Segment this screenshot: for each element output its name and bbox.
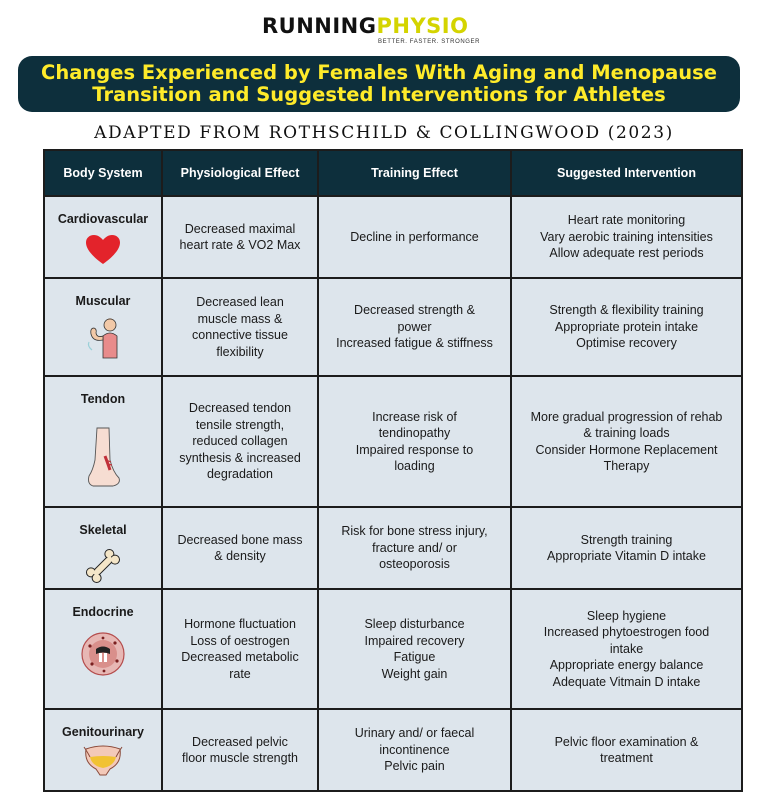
table-row [44, 376, 742, 507]
system-name: Endocrine [72, 605, 134, 619]
suggested-intervention-cell: Heart rate monitoring Vary aerobic training intensities Allow adequate rest periods [511, 196, 742, 278]
suggested-intervention-cell: More gradual progression of rehab & training loads Consider Hormone Replacement Therapy [511, 376, 742, 507]
source-subtitle: ADAPTED FROM ROTHSCHILD & COLLINGWOOD (2023) [94, 123, 674, 143]
suggested-intervention-cell: Strength & flexibility training Appropriate protein intake Optimise recovery [511, 278, 742, 376]
header-body-system: Body System [44, 150, 162, 196]
logo-word-physio: PHYSIO [376, 14, 469, 38]
title-line-2: Transition and Suggested Interventions for Athletes [92, 83, 666, 106]
training-effect-cell: Decline in performance [318, 196, 511, 278]
table-row [44, 709, 742, 791]
suggested-intervention-cell: Sleep hygiene Increased phytoestrogen food intake Appropriate energy balance Adequate Vitmain D intake [511, 589, 742, 709]
training-effect-cell: Increase risk of tendinopathy Impaired response to loading [318, 376, 511, 507]
logo-word-running: RUNNING [262, 14, 377, 38]
physiological-effect-cell: Decreased bone mass & density [162, 507, 318, 589]
ankle-tendon-icon [83, 426, 123, 488]
training-effect-cell: Risk for bone stress injury, fracture and/ or osteoporosis [318, 507, 511, 589]
table-row [44, 589, 742, 709]
system-name: Genitourinary [62, 725, 144, 739]
physiological-effect-cell: Decreased tendon tensile strength, reduced collagen synthesis & increased degradation [162, 376, 318, 507]
physiological-effect-cell: Decreased lean muscle mass & connective tissue flexibility [162, 278, 318, 376]
bladder-icon [82, 745, 124, 777]
hormone-cell-icon [80, 631, 126, 677]
table-header-row [44, 150, 742, 196]
system-name: Muscular [75, 294, 131, 308]
bone-icon [83, 545, 123, 587]
header-physiological-effect: Physiological Effect [162, 150, 318, 196]
header-suggested-intervention: Suggested Intervention [511, 150, 742, 196]
suggested-intervention-cell: Strength training Appropriate Vitamin D intake [511, 507, 742, 589]
system-name: Skeletal [79, 523, 127, 537]
system-cell [44, 507, 162, 589]
system-cell [44, 709, 162, 791]
system-cell [44, 589, 162, 709]
running-physio-logo [262, 14, 522, 50]
training-effect-cell: Decreased strength & power Increased fatigue & stiffness [318, 278, 511, 376]
system-name: Cardiovascular [57, 212, 149, 226]
table-row [44, 278, 742, 376]
training-effect-cell: Urinary and/ or faecal incontinence Pelvic pain [318, 709, 511, 791]
header-training-effect: Training Effect [318, 150, 511, 196]
physiological-effect-cell: Decreased maximal heart rate & VO2 Max [162, 196, 318, 278]
physiological-effect-cell: Hormone fluctuation Loss of oestrogen Decreased metabolic rate [162, 589, 318, 709]
suggested-intervention-cell: Pelvic floor examination & treatment [511, 709, 742, 791]
training-effect-cell: Sleep disturbance Impaired recovery Fatigue Weight gain [318, 589, 511, 709]
flexing-arm-icon [83, 316, 123, 360]
physiological-effect-cell: Decreased pelvic floor muscle strength [162, 709, 318, 791]
title-banner [18, 56, 740, 112]
heart-icon [85, 234, 121, 266]
table-row [44, 196, 742, 278]
system-cell [44, 196, 162, 278]
system-cell [44, 376, 162, 507]
interventions-table [43, 149, 743, 792]
table-row [44, 507, 742, 589]
logo-tagline: BETTER. FASTER. STRONGER [378, 39, 481, 45]
title-line-1: Changes Experienced by Females With Aging and Menopause [41, 61, 717, 84]
system-cell [44, 278, 162, 376]
logo-wordmark [262, 14, 468, 38]
system-name: Tendon [80, 392, 126, 406]
